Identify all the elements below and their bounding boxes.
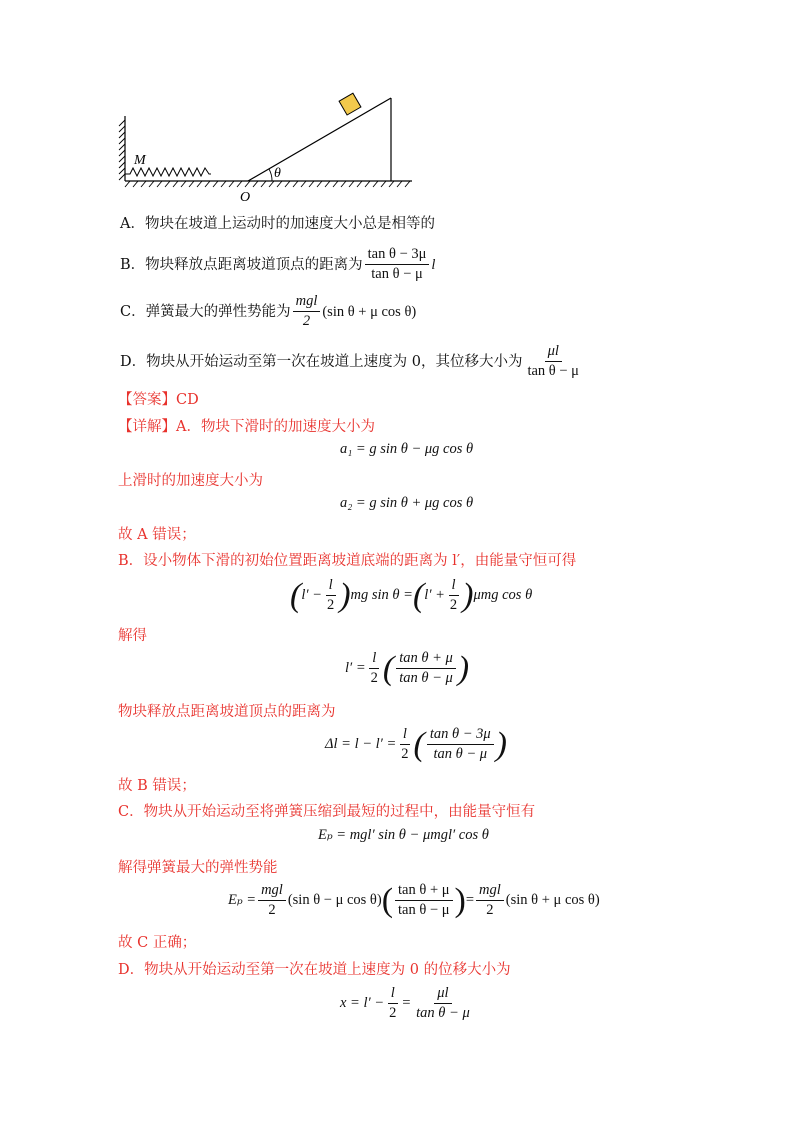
option-c-text: C．弹簧最大的弹性势能为 xyxy=(120,303,291,320)
eq-b3: Δl = l − l′ = $\frac{l}{2}$ ( $\frac{\text{tan θ − 3μ}}{\text{tan θ − μ}}$ ) xyxy=(325,725,507,763)
eq-b3-den: tan θ − μ xyxy=(433,746,488,762)
eq-b2-fden: 2 xyxy=(370,670,378,686)
wall-hatch xyxy=(119,120,125,180)
option-d-text: D．物块从开始运动至第一次在坡道上速度为 0，其位移大小为 xyxy=(120,353,523,370)
explanation-a-conclusion: 故 A 错误； xyxy=(118,527,196,543)
explanation-c-intro: C．物块从开始运动至将弹簧压缩到最短的过程中，由能量守恒有 xyxy=(118,804,536,820)
eq-a1: a₁ = g sin θ − μg cos θ xyxy=(340,441,474,457)
option-b xyxy=(120,246,435,283)
explanation-up-intro: 上滑时的加速度大小为 xyxy=(118,473,263,489)
eq-b2-fnum: l xyxy=(369,650,379,669)
explanation-c-conclusion: 故 C 正确； xyxy=(118,935,197,951)
eq-a2: a₂ = g sin θ + μg cos θ xyxy=(340,495,474,511)
eq-c2-lhs: Eₚ = xyxy=(228,892,257,908)
explanation-d-intro: D．物块从开始运动至第一次在坡道上速度为 0 的位移大小为 xyxy=(118,962,511,978)
eq-b1-fnum2: l xyxy=(449,577,459,596)
option-d-fraction xyxy=(524,343,582,380)
eq-b1-fnum: l xyxy=(326,577,336,596)
option-c-fraction xyxy=(293,293,321,330)
option-c-den: 2 xyxy=(302,313,311,329)
eq-c2-den: 2 xyxy=(268,902,276,918)
explanation-label: 【详解】 xyxy=(118,419,176,435)
eq-d-num: μl xyxy=(434,985,451,1004)
eq-c1: Eₚ = mgl′ sin θ − μmgl′ cos θ xyxy=(318,827,489,843)
eq-c2-pden: tan θ − μ xyxy=(398,902,450,918)
option-c-expr: (sin θ + μ cos θ) xyxy=(322,303,417,320)
option-b-suffix: l xyxy=(431,256,436,273)
option-a: A．物块在坡道上运动时的加速度大小总是相等的 xyxy=(120,216,435,232)
eq-b1-end: μmg cos θ xyxy=(473,587,533,603)
option-d-den: tan θ − μ xyxy=(527,363,579,379)
eq-c2: Eₚ = $\frac{\text{mgl}}{2}$ (sin θ − μ cos θ) ( $\frac{\text{tan θ + μ}}{\text{tan θ − μ}}$ ) = $\frac{\text{mgl}}{2}$ (sin θ + μ cos θ) xyxy=(228,881,600,919)
eq-b1-fden: 2 xyxy=(326,597,335,613)
incline-spring-figure xyxy=(110,88,420,206)
answer-value: CD xyxy=(176,392,199,408)
explanation-b-conclusion: 故 B 错误； xyxy=(118,778,196,794)
angle-arc xyxy=(269,169,272,181)
solve-label-1: 解得 xyxy=(118,628,147,644)
option-c xyxy=(120,293,416,330)
explanation-a-intro xyxy=(118,417,375,437)
incline-slope xyxy=(248,98,391,181)
eq-b1-fden2: 2 xyxy=(449,597,458,613)
block xyxy=(339,93,361,115)
eq-d-fden: 2 xyxy=(389,1005,397,1021)
eq-b2-num: tan θ + μ xyxy=(396,650,456,669)
eq-d-eq: = xyxy=(401,995,412,1011)
eq-c2-num2: mgl xyxy=(476,882,504,901)
eq-b3-num: tan θ − 3μ xyxy=(427,726,494,745)
answer-label: 【答案】 xyxy=(118,392,176,408)
eq-d-den: tan θ − μ xyxy=(416,1005,470,1021)
eq-c2-num: mgl xyxy=(258,882,286,901)
ground-hatch xyxy=(125,181,410,187)
release-intro: 物块释放点距离坡道顶点的距离为 xyxy=(118,704,336,720)
eq-b1-lprime2: l′ + xyxy=(424,587,445,603)
spring xyxy=(125,168,211,176)
label-M: M xyxy=(134,153,146,168)
eq-b1: ( l′ − $\frac{l}{2}$ ) mg sin θ = ( l′ + $\frac{l}{2}$ ) μmg cos θ xyxy=(290,576,533,614)
option-b-text: B．物块释放点距离坡道顶点的距离为 xyxy=(120,256,363,273)
eq-d-fnum: l xyxy=(388,985,398,1004)
eq-d xyxy=(340,985,475,1022)
eq-b3-lhs: Δl = l − l′ = xyxy=(325,736,397,752)
eq-b2-den: tan θ − μ xyxy=(399,670,453,686)
explanation-c-solve: 解得弹簧最大的弹性势能 xyxy=(118,860,278,876)
eq-c2-pnum: tan θ + μ xyxy=(395,882,453,901)
option-b-den: tan θ − μ xyxy=(371,266,423,282)
answer-line xyxy=(118,390,199,410)
eq-c2-end: (sin θ + μ cos θ) xyxy=(505,892,600,908)
explanation-a-text: A．物块下滑时的加速度大小为 xyxy=(176,419,375,435)
eq-c2-den2: 2 xyxy=(486,902,494,918)
eq-b2: l′ = $\frac{l}{2}$ ( $\frac{\text{tan θ + μ}}{\text{tan θ − μ}}$ ) xyxy=(345,649,470,687)
eq-b1-mid: mg sin θ = xyxy=(350,587,413,603)
option-b-num: tan θ − 3μ xyxy=(365,246,430,265)
option-b-fraction xyxy=(365,246,430,283)
eq-b1-lprime: l′ − xyxy=(301,587,322,603)
explanation-b-intro: B．设小物体下滑的初始位置距离坡道底端的距离为 l′，由能量守恒可得 xyxy=(118,553,577,569)
eq-c2-mid: (sin θ − μ cos θ) xyxy=(287,892,382,908)
eq-b2-lhs: l′ = xyxy=(345,660,366,676)
eq-c2-eq: = xyxy=(465,892,475,908)
label-theta: θ xyxy=(274,166,281,181)
eq-b3-fnum: l xyxy=(400,726,410,745)
eq-d-lhs: x = l′ − xyxy=(340,995,385,1011)
eq-b3-fden: 2 xyxy=(401,746,409,762)
label-O: O xyxy=(240,190,251,205)
option-c-num: mgl xyxy=(293,293,321,312)
option-d xyxy=(120,343,584,380)
option-d-num: μl xyxy=(545,343,562,362)
